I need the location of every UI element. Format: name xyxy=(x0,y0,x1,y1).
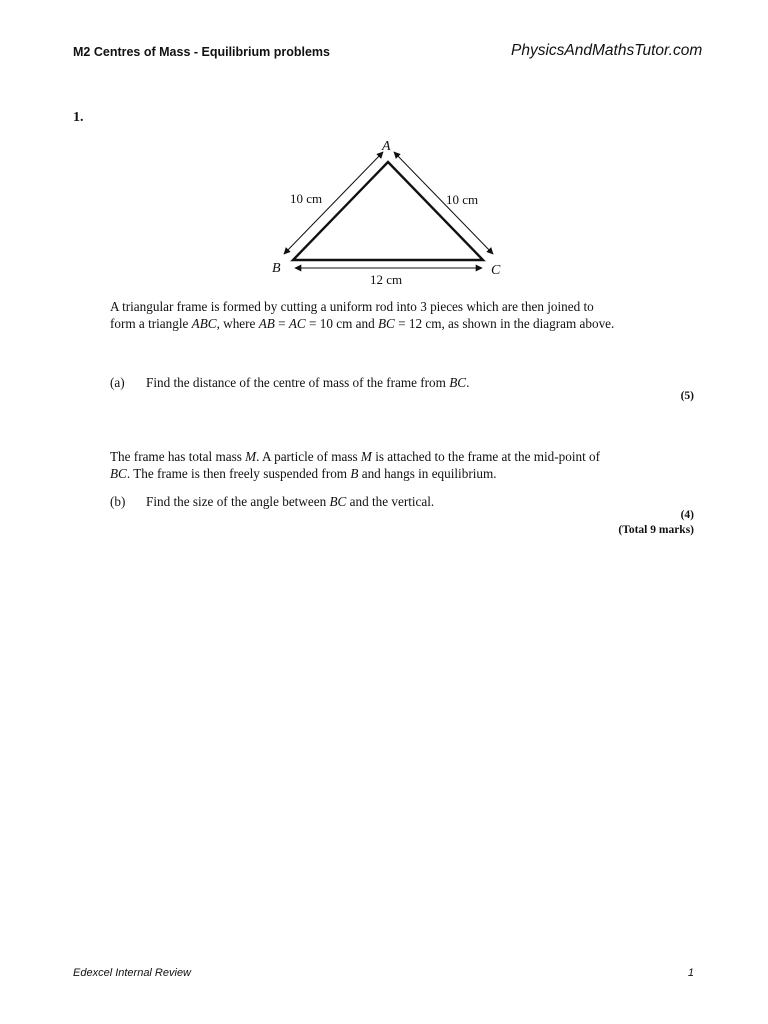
vertex-label-a: A xyxy=(382,139,391,154)
total-marks: (Total 9 marks) xyxy=(618,524,694,536)
middle-line-1: The frame has total mass M. A particle of mass M is attached to the frame at the mid-point of xyxy=(110,449,601,464)
intro-line-2: form a triangle ABC, where AB = AC = 10 cm and BC = 12 cm, as shown in the diagram above. xyxy=(110,316,615,331)
part-a-marks: (5) xyxy=(680,390,694,402)
question-intro xyxy=(110,298,700,332)
part-b-marks: (4) xyxy=(680,509,694,521)
side-label-ac: 10 cm xyxy=(446,192,479,207)
document-header-title: M2 Centres of Mass - Equilibrium problems xyxy=(73,45,330,59)
question-middle-paragraph xyxy=(110,448,700,482)
vertex-label-b: B xyxy=(272,261,281,276)
vertex-label-c: C xyxy=(491,263,501,278)
site-name: PhysicsAndMathsTutor.com xyxy=(511,42,703,59)
part-a-text: Find the distance of the centre of mass of the frame from BC. xyxy=(146,375,470,390)
part-b-label: (b) xyxy=(110,494,126,509)
intro-line-1: A triangular frame is formed by cutting a uniform rod into 3 pieces which are then joined to xyxy=(110,299,594,314)
side-label-ab: 10 cm xyxy=(290,191,323,206)
middle-line-2: BC. The frame is then freely suspended from B and hangs in equilibrium. xyxy=(110,466,497,481)
page-number: 1 xyxy=(687,967,694,979)
dimension-arrow-ac xyxy=(394,152,493,254)
side-label-bc: 12 cm xyxy=(370,272,403,287)
triangle-diagram xyxy=(250,132,520,292)
part-a-label: (a) xyxy=(110,375,125,390)
question-number: 1. xyxy=(73,110,84,125)
part-b-text: Find the size of the angle between BC and the vertical. xyxy=(146,494,435,509)
triangle-frame xyxy=(293,162,483,260)
footer-source: Edexcel Internal Review xyxy=(73,967,192,979)
